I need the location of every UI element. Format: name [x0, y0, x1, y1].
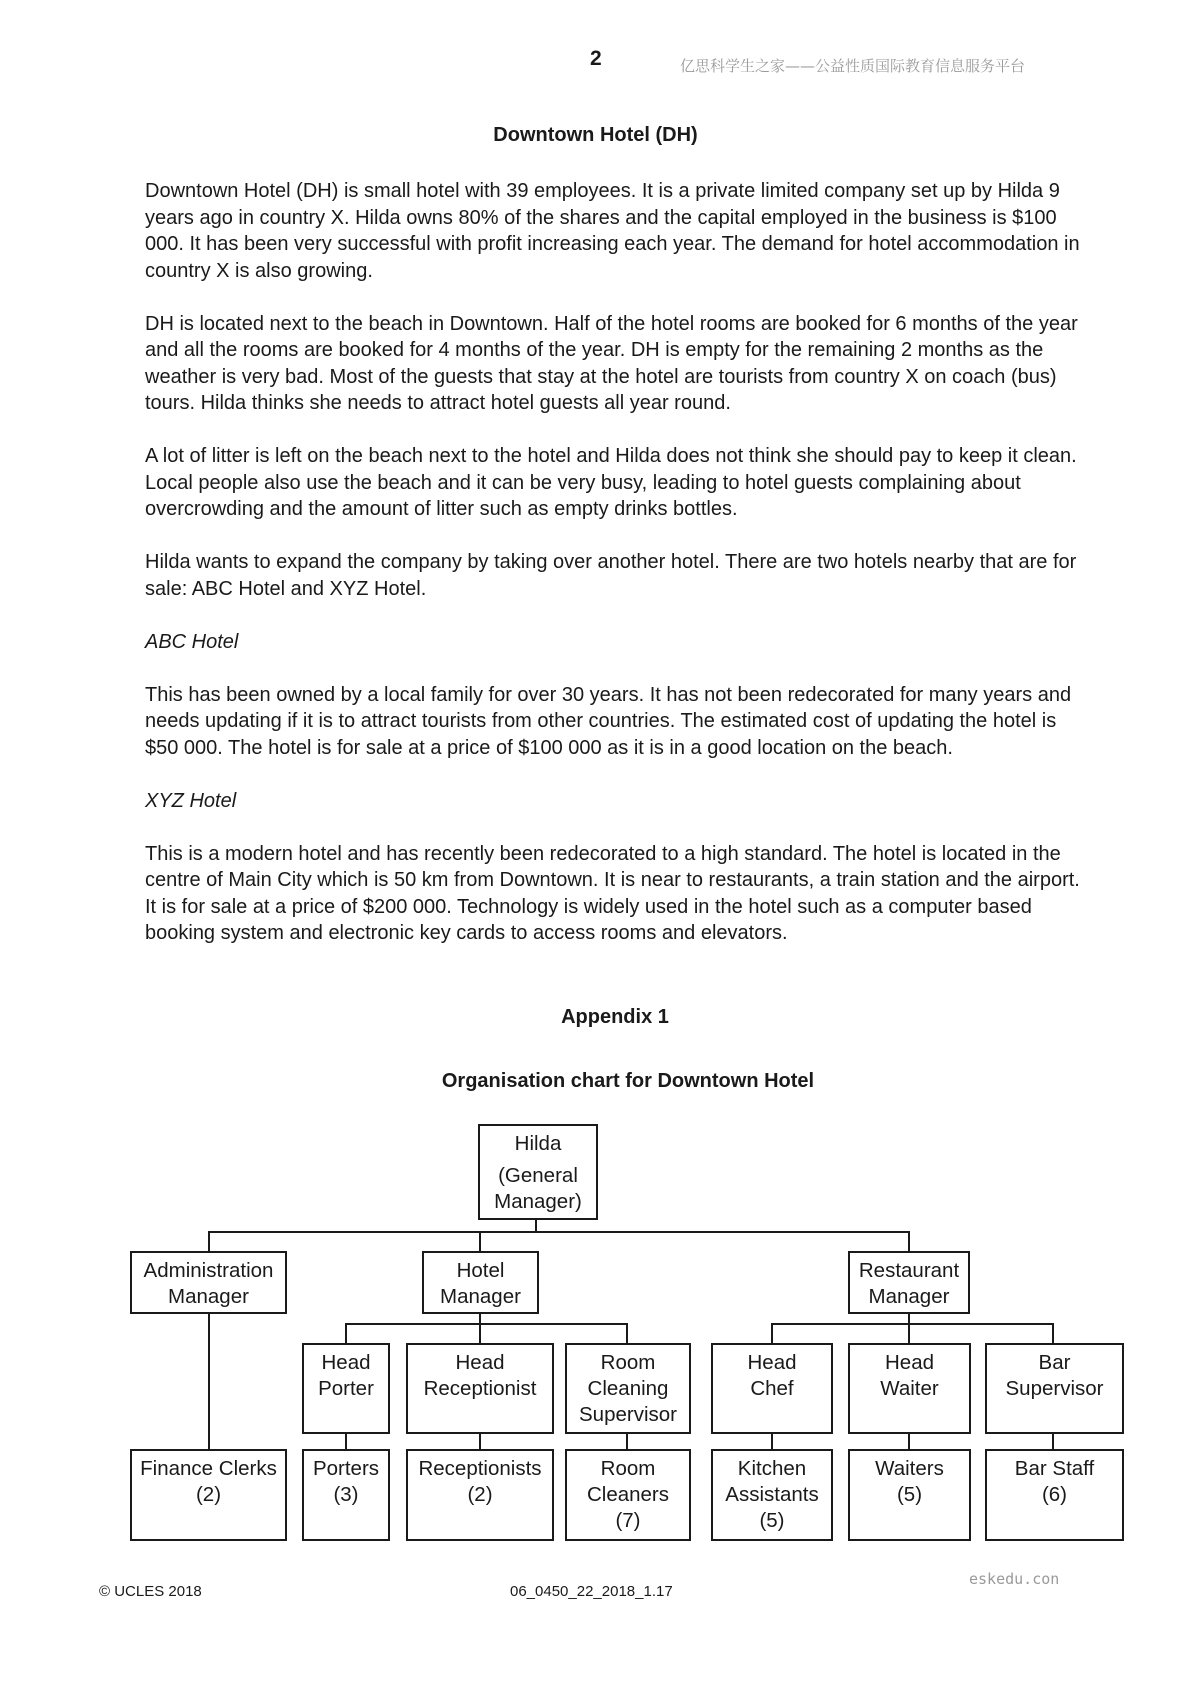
org-box-bar-staff: [985, 1449, 1124, 1541]
org-box-label: Head Waiter: [880, 1351, 939, 1400]
org-box-label: Head Porter: [318, 1351, 374, 1400]
org-box-hotel-manager: [422, 1251, 539, 1314]
org-box-label: Kitchen Assistants (5): [725, 1457, 819, 1532]
xyz-hotel-heading: XYZ Hotel: [145, 789, 237, 812]
page-number: 2: [590, 47, 602, 70]
connector-line: [479, 1432, 481, 1449]
abc-hotel-text: This has been owned by a local family for over 30 years. It has not been redecorated for many years and needs updating if it is to attract tourists from other countries. The estimated cost of updating the hotel is $50 000. The hotel is for sale at a price of $100 000 as it is in a good location on the beach.: [145, 683, 1072, 759]
org-box-label: Porters (3): [312, 1457, 380, 1506]
connector-line: [208, 1231, 910, 1233]
connector-line: [771, 1432, 773, 1449]
connector-line: [208, 1312, 210, 1449]
org-box-label: Finance Clerks (2): [140, 1457, 277, 1506]
connector-line: [535, 1218, 537, 1232]
connector-line: [479, 1323, 481, 1343]
connector-line: [479, 1231, 481, 1251]
paragraph-expansion: Hilda wants to expand the company by taking over another hotel. There are two hotels nearby that are for sale: ABC Hotel and XYZ Hotel.: [145, 551, 1077, 600]
footer-document-code: 06_0450_22_2018_1.17: [510, 1583, 673, 1600]
org-box-room-cleaners: [565, 1449, 691, 1541]
org-box-general-manager: [478, 1124, 598, 1220]
org-box-head-receptionist: [406, 1343, 554, 1434]
org-box-label: Bar Supervisor: [1005, 1351, 1104, 1400]
appendix-title: Appendix 1: [561, 1006, 669, 1028]
footer-site-watermark: eskedu.con: [969, 1570, 1060, 1588]
org-box-label: Room Cleaners (7): [586, 1457, 670, 1532]
org-chart-title: Organisation chart for Downtown Hotel: [441, 1070, 815, 1092]
connector-line: [771, 1323, 1054, 1325]
org-box-label: Administration Manager: [143, 1259, 274, 1308]
connector-line: [208, 1231, 210, 1251]
connector-line: [345, 1323, 628, 1325]
connector-line: [1052, 1432, 1054, 1449]
paragraph-litter: A lot of litter is left on the beach next to the hotel and Hilda does not think she should pay to keep it clean. Local people also use the beach and it can be very busy, leading to hotel guests complaining about overcrowding and the amount of litter such as empty drinks bottles.: [145, 445, 1077, 520]
org-box-head-waiter: [848, 1343, 971, 1434]
connector-line: [626, 1432, 628, 1449]
connector-line: [345, 1323, 347, 1343]
xyz-hotel-text: This is a modern hotel and has recently been redecorated to a high standard. The hotel is located in the centre of Main City which is 50 km from Downtown. It is near to restaurants, a train station and the airport. It is for sale at a price of $200 000. Technology is widely used in the hotel such as a computer based booking system and electronic key cards to access rooms and elevators.: [145, 842, 1080, 944]
connector-line: [908, 1432, 910, 1449]
org-box-label: Hilda: [514, 1132, 562, 1155]
connector-line: [908, 1231, 910, 1251]
org-box-waiters: [848, 1449, 971, 1541]
org-box-label: Hotel Manager: [440, 1259, 521, 1308]
org-box-administration-manager: [130, 1251, 287, 1314]
org-box-label: Room Cleaning Supervisor: [579, 1351, 677, 1426]
org-box-kitchen-assistants: [711, 1449, 833, 1541]
org-box-label: Waiters (5): [875, 1457, 944, 1506]
document-body: [145, 178, 1095, 973]
abc-hotel-heading: ABC Hotel: [145, 630, 239, 653]
org-box-head-porter: [302, 1343, 390, 1434]
connector-line: [626, 1323, 628, 1343]
connector-line: [1052, 1323, 1054, 1343]
org-box-bar-supervisor: [985, 1343, 1124, 1434]
org-box-porters: [302, 1449, 390, 1541]
org-box-restaurant-manager: [848, 1251, 970, 1314]
connector-line: [771, 1323, 773, 1343]
org-box-label: (General Manager): [494, 1164, 582, 1213]
connector-line: [345, 1432, 347, 1449]
org-box-receptionists: [406, 1449, 554, 1541]
watermark-text: 亿思科学生之家——公益性质国际教育信息服务平台: [680, 57, 1026, 75]
connector-line: [908, 1323, 910, 1343]
paragraph-intro: Downtown Hotel (DH) is small hotel with 39 employees. It is a private limited company set up by Hilda 9 years ago in country X. Hilda owns 80% of the shares and the capital employed in the business is $100 000. It has been very successful with profit increasing each year. The demand for hotel accommodation in country X is also growing.: [145, 180, 1080, 282]
org-box-label: Bar Staff (6): [1014, 1457, 1095, 1506]
org-box-label: Receptionists (2): [418, 1457, 542, 1506]
org-box-label: Head Chef: [747, 1351, 797, 1400]
org-box-label: Restaurant Manager: [858, 1259, 960, 1308]
org-box-room-cleaning-supervisor: [565, 1343, 691, 1434]
document-title: Downtown Hotel (DH): [493, 124, 698, 146]
footer-copyright: © UCLES 2018: [99, 1583, 202, 1600]
paragraph-location: DH is located next to the beach in Downtown. Half of the hotel rooms are booked for 6 months of the year and all the rooms are booked for 4 months of the year. DH is empty for the remaining 2 months as the weather is very bad. Most of the guests that stay at the hotel are tourists from country X on coach (bus) tours. Hilda thinks she needs to attract hotel guests all year round.: [145, 312, 1078, 414]
org-box-finance-clerks: [130, 1449, 287, 1541]
org-box-head-chef: [711, 1343, 833, 1434]
org-box-label: Head Receptionist: [423, 1351, 537, 1400]
